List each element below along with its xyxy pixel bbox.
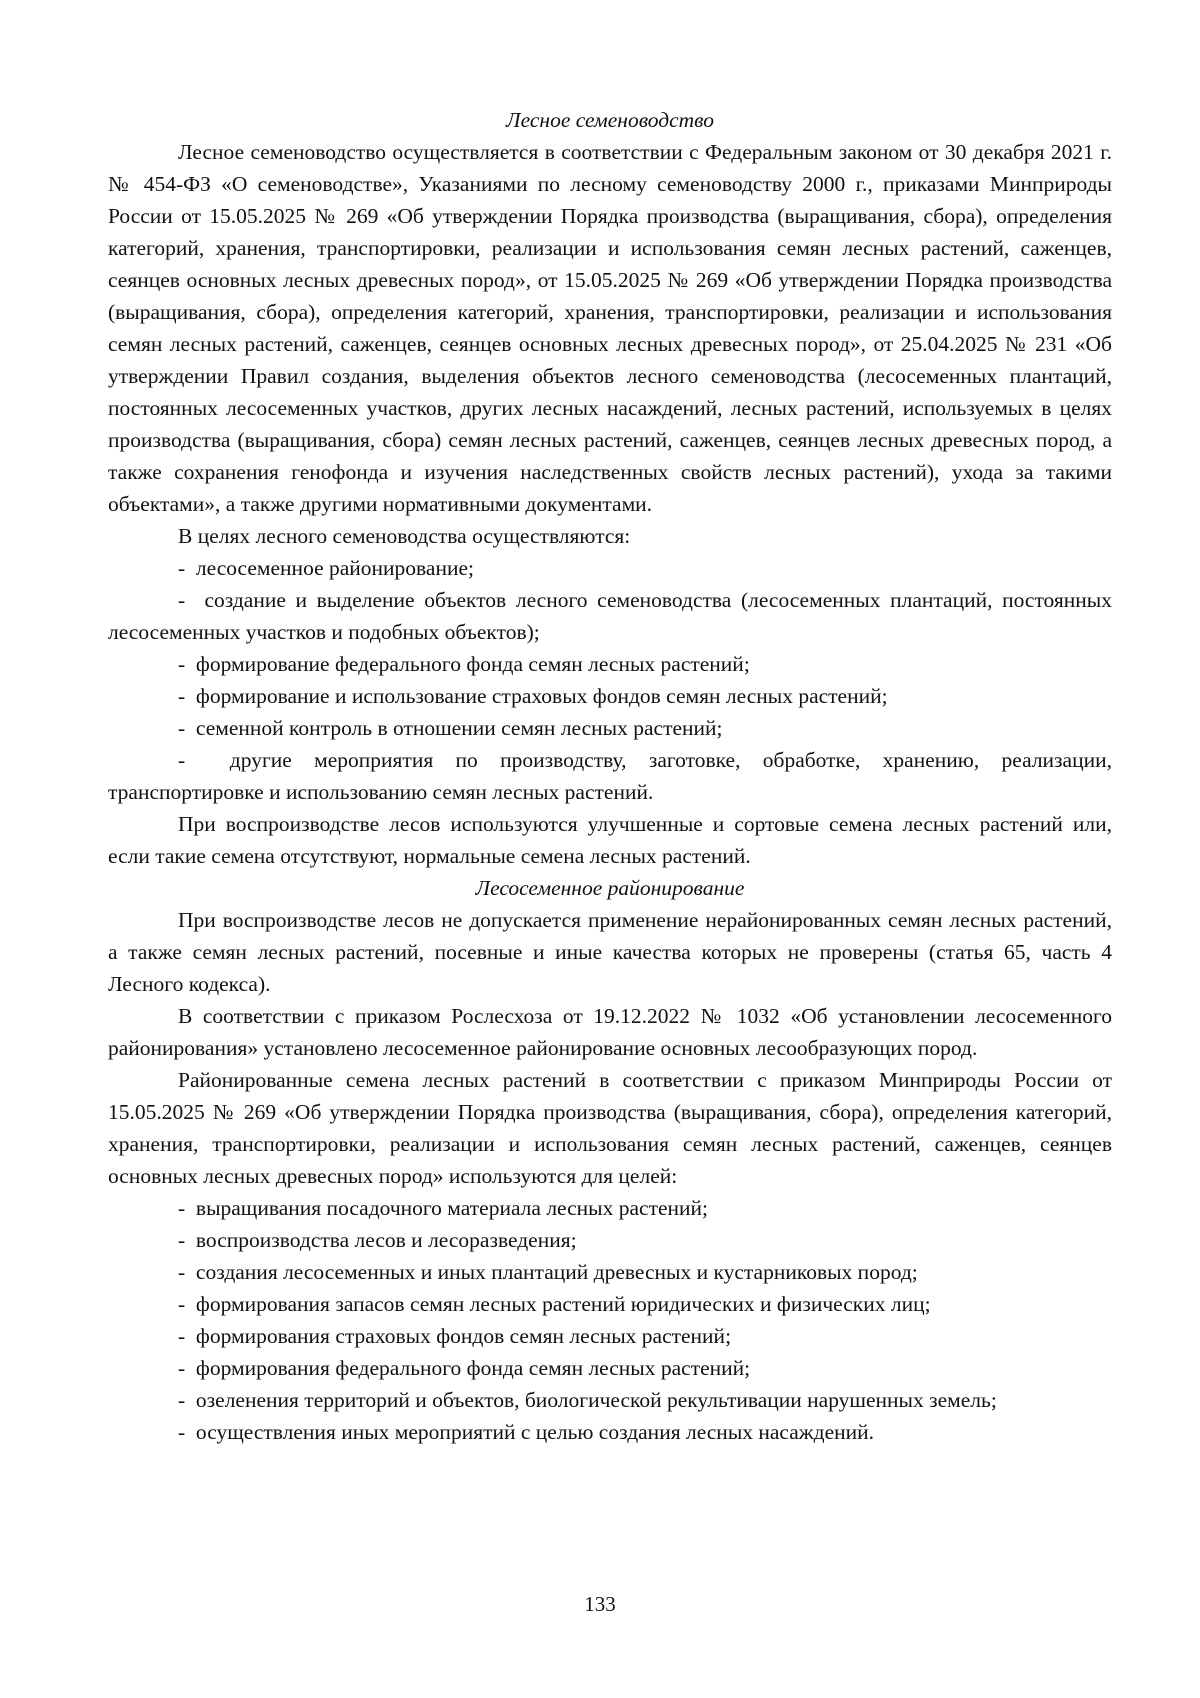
list-item: - создание и выделение объектов лесного семеноводства (лесосеменных плантаций, постоянных лесосеменных участков и подобных объектов); (108, 584, 1112, 648)
list-item: - озеленения территорий и объектов, биологической рекультивации нарушенных земель; (108, 1384, 1112, 1416)
page-number: 133 (584, 1592, 616, 1616)
list-item: - формирование федерального фонда семян лесных растений; (108, 648, 1112, 680)
paragraph-zoning-order: В соответствии с приказом Рослесхоза от 19.12.2022 № 1032 «Об установлении лесосеменного районирования» установлено лесосеменное районирование основных лесообразующих пород. (108, 1004, 1112, 1060)
paragraph-zoned-seeds-usage: Районированные семена лесных растений в соответствии с приказом Минприроды России от 15.05.2025 № 269 «Об утверждении Порядка производства (выращивания, сбора), определения категорий, хранения, транспортировки, реализации и использования семян лесных растений, саженцев, сеянцев основных лесных древесных пород» используются для целей: (108, 1068, 1112, 1188)
list-item: - другие мероприятия по производству, заготовке, обработке, хранению, реализации, транспортировке и использованию семян лесных растений. (108, 744, 1112, 808)
paragraph-legal-basis: Лесное семеноводство осуществляется в соответствии с Федеральным законом от 30 декабря 2021 г. № 454-ФЗ «О семеноводстве», Указаниями по лесному семеноводству 2000 г., приказами Минприроды России от 15.05.2025 № 269 «Об утверждении Порядка производства (выращивания, сбора), определения категорий, хранения, транспортировки, реализации и использования семян лесных растений, саженцев, сеянцев основных лесных древесных пород», от 15.05.2025 № 269 «Об утверждении Порядка производства (выращивания, сбора), определения категорий, хранения, транспортировки, реализации и использования семян лесных растений, саженцев, сеянцев основных лесных древесных пород», от 25.04.2025 № 231 «Об утверждении Правил создания, выделения объектов лесного семеноводства (лесосеменных плантаций, постоянных лесосеменных участков, других лесных насаждений, лесных растений, используемых в целях производства (выращивания, сбора) семян лесных растений, саженцев, сеянцев лесных древесных пород, а также сохранения генофонда и изучения наследственных свойств лесных растений), ухода за такими объектами», а также другими нормативными документами. (108, 140, 1112, 516)
list-item: - осуществления иных мероприятий с целью создания лесных насаждений. (108, 1416, 1112, 1448)
list-item: - создания лесосеменных и иных плантаций древесных и кустарниковых пород; (108, 1256, 1112, 1288)
paragraph-activities-intro: В целях лесного семеноводства осуществляются: (178, 524, 631, 548)
list-item: - лесосеменное районирование; (108, 552, 1112, 584)
paragraph-seed-quality: При воспроизводстве лесов используются улучшенные и сортовые семена лесных растений или, если такие семена отсутствуют, нормальные семена лесных растений. (108, 812, 1112, 868)
paragraph-zoning-restriction: При воспроизводстве лесов не допускается применение нерайонированных семян лесных растений, а также семян лесных растений, посевные и иные качества которых не проверены (статья 65, часть 4 Лесного кодекса). (108, 908, 1112, 996)
list-item: - формирование и использование страховых фондов семян лесных растений; (108, 680, 1112, 712)
list-item: - семенной контроль в отношении семян лесных растений; (108, 712, 1112, 744)
section-heading-forest-seed-production: Лесное семеноводство (506, 108, 714, 132)
usage-purposes-list (108, 1192, 1112, 1448)
list-item: - формирования запасов семян лесных растений юридических и физических лиц; (108, 1288, 1112, 1320)
list-item: - формирования страховых фондов семян лесных растений; (108, 1320, 1112, 1352)
list-item: - выращивания посадочного материала лесных растений; (108, 1192, 1112, 1224)
list-item: - формирования федерального фонда семян лесных растений; (108, 1352, 1112, 1384)
activities-list (108, 552, 1112, 808)
section-heading-seed-zoning: Лесосеменное районирование (475, 876, 745, 900)
list-item: - воспроизводства лесов и лесоразведения; (108, 1224, 1112, 1256)
